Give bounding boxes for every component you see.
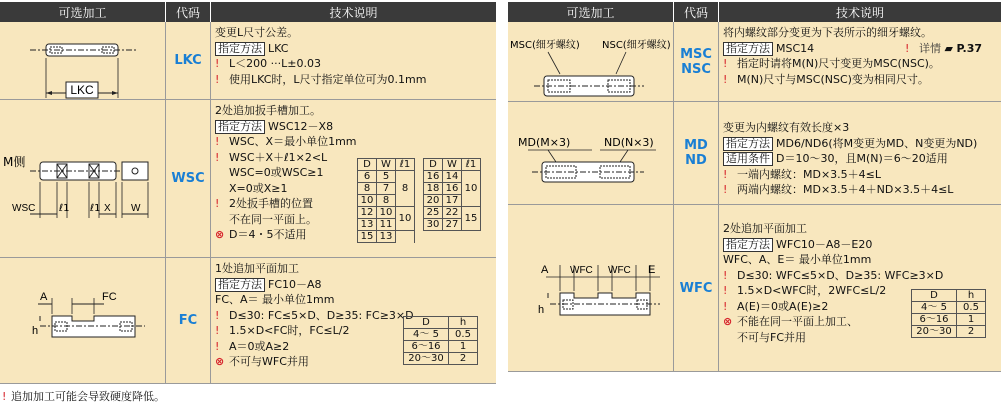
- wsc-side-label: M侧: [3, 155, 26, 169]
- lkc-figure: [0, 22, 166, 99]
- warning-icon: !: [723, 183, 728, 196]
- fc-line6: A＝0或A≥2: [229, 339, 290, 353]
- msc-figure: [508, 22, 674, 101]
- warning-icon: !: [2, 390, 7, 403]
- table-cell: 20～30: [404, 353, 449, 365]
- fc-line3: FC、A＝ 最小单位1mm: [215, 293, 335, 306]
- table-header-cell: D: [424, 159, 443, 171]
- table-cell: 8: [377, 195, 396, 207]
- table-cell: 11: [377, 219, 396, 231]
- wfc-fig-label: WFC: [570, 265, 593, 276]
- lkc-line3: L＜200 ···L±0.03: [229, 57, 321, 70]
- wsc-table-right: [423, 158, 481, 231]
- warning-icon: !: [723, 57, 728, 70]
- table-cell: 12: [358, 207, 377, 219]
- table-cell: 0.5: [449, 329, 478, 341]
- fc-line5: 1.5×D<FC时，FC≤L/2: [229, 324, 350, 337]
- msc-diagram: [508, 22, 674, 102]
- table-cell: 10: [396, 207, 415, 231]
- md-line3: D＝10～30，且M(N)＝6～20适用: [776, 152, 948, 165]
- warning-icon: !: [723, 72, 728, 86]
- md-condition-box: 适用条件: [723, 152, 773, 166]
- table-header-cell: h: [957, 290, 986, 302]
- wfc-line1: 2处追加平面加工: [723, 222, 807, 235]
- table-cell: 1: [957, 314, 986, 326]
- wsc-desc: [211, 100, 496, 257]
- header-option: 可选加工: [0, 2, 166, 22]
- msc-line1: 将内螺纹部分变更为下表所示的细牙螺纹。: [723, 26, 932, 39]
- lkc-diagram: [0, 22, 166, 100]
- lkc-line1: 变更L尺寸公差。: [215, 26, 299, 39]
- table-cell: 4～ 5: [404, 329, 449, 341]
- table-cell: 18: [424, 183, 443, 195]
- md-code: MD ND: [674, 102, 719, 204]
- wfc-line6: A(E)＝0或A(E)≥2: [737, 299, 829, 313]
- row-fc: [0, 258, 496, 384]
- header-code: 代码: [674, 2, 719, 22]
- wsc-line3: WSC、X＝最小单位1mm: [229, 135, 357, 148]
- warning-icon: !: [215, 57, 220, 70]
- table-header-cell: W: [377, 159, 396, 171]
- fc-line7: 不可与WFC并用: [229, 355, 309, 368]
- table-cell: 10: [462, 171, 481, 207]
- table-cell: 27: [443, 219, 462, 231]
- msc-line4: M(N)尺寸与MSC(NSC)变为相同尺寸。: [737, 72, 929, 86]
- nd-fig-label: ND(N×3): [604, 136, 654, 149]
- lkc-line2: LKC: [268, 41, 289, 55]
- row-wsc: [0, 100, 496, 258]
- table-cell: 17: [443, 195, 462, 207]
- prohibited-icon: ⊗: [215, 228, 225, 241]
- lkc-desc: [211, 22, 496, 99]
- table-header: [508, 2, 1001, 22]
- header-code: 代码: [166, 2, 211, 22]
- table-header-cell: W: [443, 159, 462, 171]
- table-header-cell: ℓ1: [462, 159, 481, 171]
- wsc-line1: 2处追加扳手槽加工。: [215, 104, 321, 117]
- table-header-cell: D: [358, 159, 377, 171]
- fc-code: FC: [166, 258, 211, 383]
- fc-line4: D≤30: FC≤5×D、D≥35: FC≥3×D: [229, 308, 414, 322]
- table-cell: 1: [449, 341, 478, 353]
- md-desc: [719, 102, 1001, 204]
- warning-icon: !: [215, 339, 220, 353]
- md-diagram: [508, 102, 674, 205]
- fc-table: [403, 316, 478, 365]
- warning-icon: !: [723, 284, 728, 297]
- table-cell: 7: [377, 183, 396, 195]
- wsc-line5: WSC=0或WSC≥1: [229, 166, 324, 179]
- table-cell: 30: [424, 219, 443, 231]
- row-msc: [508, 22, 1001, 102]
- table-cell: 25: [424, 207, 443, 219]
- fc-diagram: [0, 258, 166, 384]
- table-cell: 13: [377, 231, 396, 243]
- book-icon: ▰: [944, 41, 953, 55]
- footer-note: [2, 388, 165, 404]
- fc-figure: [0, 258, 166, 383]
- table-header-cell: D: [404, 317, 449, 329]
- msc-spec-box: 指定方法: [723, 42, 773, 56]
- fc-desc: [211, 258, 496, 383]
- wsc-fig-label: WSC: [12, 203, 36, 214]
- wfc-code: WFC: [674, 205, 719, 371]
- wsc-line8: 不在同一平面上。: [229, 212, 317, 226]
- wsc-code: WSC: [166, 100, 211, 257]
- lkc-code: LKC: [166, 22, 211, 99]
- row-wfc: [508, 205, 1001, 372]
- wsc-spec-box: 指定方法: [215, 120, 265, 134]
- lkc-line4: 使用LKC时，L尺寸指定单位可为0.1mm: [229, 72, 427, 86]
- table-cell: 8: [358, 183, 377, 195]
- msc-line3: 指定时请将M(N)尺寸变更为MSC(NSC)。: [737, 57, 940, 70]
- wsc-figure: [0, 100, 166, 257]
- wfc-line2: WFC10－A8－E20: [776, 237, 873, 251]
- warning-icon: !: [905, 41, 910, 55]
- right-panel: [508, 2, 1001, 372]
- warning-icon: !: [215, 308, 220, 322]
- left-panel: [0, 2, 496, 384]
- e-fig-label: E: [648, 264, 656, 276]
- detail-label: 详情: [919, 41, 941, 55]
- warning-icon: !: [723, 268, 728, 282]
- md-line4: 一端内螺纹：MD×3.5＋4≤L: [737, 167, 882, 181]
- lkc-spec-box: 指定方法: [215, 42, 265, 56]
- wfc-line8: 不可与FC并用: [737, 330, 807, 344]
- header-option: 可选加工: [508, 2, 674, 22]
- msc-fig-label: MSC(细牙螺纹): [510, 40, 580, 51]
- w-fig-label: W: [131, 203, 141, 214]
- wsc-diagram: [0, 100, 166, 258]
- msc-code: MSC NSC: [674, 22, 719, 101]
- l1-fig-label: ℓ1: [59, 203, 70, 214]
- msc-desc: [719, 22, 1001, 101]
- wfc-fig-label: WFC: [608, 265, 631, 276]
- wfc-line5: 1.5×D<WFC时，2WFC≤L/2: [737, 284, 887, 297]
- md-figure: [508, 102, 674, 204]
- table-header-cell: ℓ1: [396, 159, 415, 171]
- warning-icon: !: [215, 324, 220, 337]
- wsc-line9: D＝4・5不适用: [229, 228, 307, 241]
- warning-icon: !: [215, 150, 220, 164]
- lkc-fig-label: LKC: [70, 83, 94, 97]
- table-cell: 10: [377, 207, 396, 219]
- detail-link[interactable]: [905, 41, 982, 57]
- md-fig-label: MD(M×3): [518, 136, 571, 149]
- table-cell: 15: [462, 207, 481, 231]
- table-cell: 6～16: [912, 314, 957, 326]
- md-line1: 变更为内螺纹有效长度×3: [723, 121, 850, 134]
- wfc-figure: [508, 205, 674, 371]
- prohibited-icon: ⊗: [215, 355, 225, 368]
- row-md: [508, 102, 1001, 205]
- table-cell: 8: [396, 171, 415, 207]
- table-cell: 4～ 5: [912, 302, 957, 314]
- md-line2: MD6/ND6(将M变更为MD、N变更为ND): [776, 136, 978, 150]
- footer-text: 追加加工可能会导致硬度降低。: [11, 390, 165, 403]
- md-line5: 两端内螺纹：MD×3.5＋4＋ND×3.5＋4≤L: [737, 183, 954, 196]
- table-cell: 14: [443, 171, 462, 183]
- table-cell: 20～30: [912, 326, 957, 338]
- warning-icon: !: [215, 72, 220, 86]
- table-header: [0, 2, 496, 22]
- row-lkc: [0, 22, 496, 100]
- msc-line2: MSC14: [776, 41, 815, 55]
- wsc-table-left: [357, 158, 415, 243]
- prohibited-icon: ⊗: [723, 315, 733, 328]
- table-cell: 0.5: [957, 302, 986, 314]
- warning-icon: !: [723, 299, 728, 313]
- h-fig-label: h: [32, 325, 39, 337]
- table-cell: 6～16: [404, 341, 449, 353]
- fc-spec-box: 指定方法: [215, 278, 265, 292]
- table-cell: 2: [449, 353, 478, 365]
- table-cell: 13: [358, 219, 377, 231]
- wsc-line4: WSC＋X＋ℓ1×2<L: [229, 150, 328, 164]
- md-spec-box: 指定方法: [723, 137, 773, 151]
- warning-icon: !: [723, 167, 728, 181]
- fc-line2: FC10－A8: [268, 277, 322, 291]
- table-cell: 22: [443, 207, 462, 219]
- table-cell: 2: [957, 326, 986, 338]
- wfc-line7: 不能在同一平面上加工、: [737, 315, 858, 328]
- table-cell: 20: [424, 195, 443, 207]
- warning-icon: !: [215, 197, 220, 210]
- wfc-desc: [719, 205, 1001, 371]
- header-desc: 技术说明: [835, 5, 884, 20]
- table-cell: 5: [377, 171, 396, 183]
- fc-line1: 1处追加平面加工: [215, 262, 299, 275]
- l1-fig-label: ℓ1: [90, 203, 101, 214]
- nsc-fig-label: NSC(细牙螺纹): [602, 40, 671, 51]
- wfc-line3: WFC、A、E＝ 最小单位1mm: [723, 253, 872, 266]
- table-cell: 16: [443, 183, 462, 195]
- table-header-cell: D: [912, 290, 957, 302]
- wfc-spec-box: 指定方法: [723, 238, 773, 252]
- wsc-line6: X=0或X≥1: [229, 181, 288, 195]
- fc-fig-label: FC: [102, 291, 117, 303]
- table-cell: 10: [358, 195, 377, 207]
- table-cell: 15: [358, 231, 377, 243]
- header-desc: 技术说明: [329, 5, 378, 20]
- table-cell: 6: [358, 171, 377, 183]
- wsc-line2: WSC12－X8: [268, 119, 334, 133]
- table-header-cell: h: [449, 317, 478, 329]
- wsc-line7: 2处扳手槽的位置: [229, 197, 313, 210]
- x-fig-label: X: [104, 203, 111, 214]
- wfc-line4: D≤30: WFC≤5×D、D≥35: WFC≥3×D: [737, 268, 944, 282]
- warning-icon: !: [215, 135, 220, 148]
- wfc-diagram: [508, 205, 674, 372]
- a-fig-label: A: [541, 264, 549, 276]
- h-fig-label: h: [538, 304, 545, 316]
- a-fig-label: A: [40, 291, 48, 303]
- wfc-table: [911, 289, 986, 338]
- table-cell: 16: [424, 171, 443, 183]
- detail-page: P.37: [956, 41, 982, 55]
